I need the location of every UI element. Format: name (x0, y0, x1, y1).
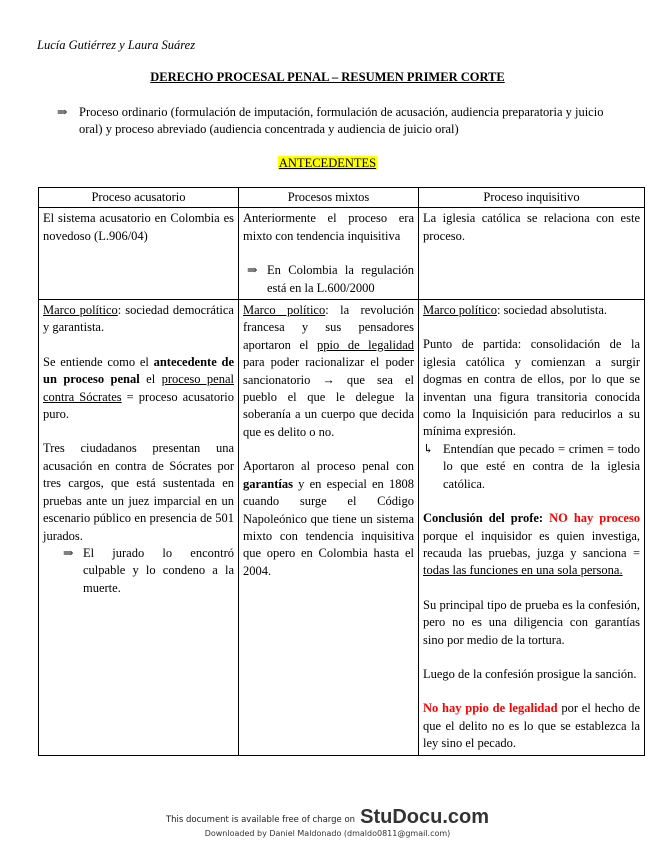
cell-inquisitivo-2 (419, 300, 645, 756)
header-mixtos: Procesos mixtos (239, 188, 419, 208)
mixto-sub-bullet (243, 262, 414, 297)
inquisitivo-legalidad: No hay ppio de legalidad por el hecho de que el delito no es lo que se establezca la ley sino el pecado. (423, 701, 640, 751)
inquisitivo-confesion: Su principal tipo de prueba es la confesión, pero no es una diligencia con garantías sino por medio de la tortura. (423, 597, 640, 647)
inquisitivo-marco: Marco político: sociedad absolutista. (423, 303, 607, 318)
double-arrow-icon: ⇒ (57, 105, 68, 119)
mixto-aporte: Aportaron al proceso penal con garantías y en especial en 1808 cuando surge el Código Napoleónico que tiene un sistema mixto con tendencia inquisitiva que opero en Colombia hasta el 2004. (243, 459, 414, 578)
inquisitivo-sancion: Luego de la confesión prosigue la sanción. (423, 666, 637, 681)
double-arrow-icon: ⇒ (63, 545, 74, 560)
intro-text: Proceso ordinario (formulación de imputación, formulación de acusación, audiencia preparatoria y juicio oral) y proceso abreviado (audiencia concentrada y audiencia de juicio oral) (79, 105, 604, 136)
section-heading-wrap (0, 154, 655, 172)
acusatorio-marco: Marco político: sociedad democrática y garantista. (43, 303, 234, 335)
return-arrow-icon: ↳ (423, 441, 434, 456)
section-heading: ANTECEDENTES (278, 156, 377, 170)
footer-available-text: This document is available free of charge on (165, 815, 356, 825)
footer-availability (0, 806, 655, 829)
header-inquisitivo: Proceso inquisitivo (419, 188, 645, 208)
cell-inquisitivo-1: La iglesia católica se relaciona con este proceso. (419, 208, 645, 300)
cell-acusatorio-2 (39, 300, 239, 756)
mixto-intro: Anteriormente el proceso era mixto con tendencia inquisitiva (243, 211, 414, 243)
table-header-row (39, 188, 645, 208)
cell-mixto-1 (239, 208, 419, 300)
double-arrow-icon: ⇒ (247, 263, 258, 278)
acusatorio-antecedente: Se entiende como el antecedente de un proceso penal el proceso penal contra Sócrates = proceso acusatorio puro. (43, 354, 235, 422)
antecedentes-table (38, 187, 645, 756)
inquisitivo-sub-text: Entendían que pecado = crimen = todo lo que esté en contra de la iglesia católica. (443, 441, 640, 491)
table-row (39, 300, 645, 756)
authors-header: Lucía Gutiérrez y Laura Suárez (37, 38, 196, 52)
mixto-marco: Marco político: la revolución francesa y sus pensadores aportaron el ppio de legalidad para poder racionalizar el poder sancionatorio → que sea el pueblo el que le delegue la soberanía a un cuerpo que decida que es delito o no. (243, 303, 414, 439)
page-title: DERECHO PROCESAL PENAL – RESUMEN PRIMER CORTE (150, 70, 505, 84)
intro-bullet (57, 104, 622, 138)
table-row (39, 208, 645, 300)
mixto-sub-text: En Colombia la regulación está en la L.600/2000 (267, 263, 414, 295)
studocu-logo[interactable]: StuDocu.com (360, 806, 490, 828)
acusatorio-sub-text: El jurado lo encontró culpable y lo condeno a la muerte. (83, 545, 234, 595)
header-acusatorio: Proceso acusatorio (39, 188, 239, 208)
acusatorio-socrates: Tres ciudadanos presentan una acusación en contra de Sócrates por tres cargos, que está sustentada en pruebas ante un juez imparcial en un escenario público en presencia de 501 jurados. (43, 441, 234, 543)
cell-acusatorio-1: El sistema acusatorio en Colombia es novedoso (L.906/04) (39, 208, 239, 300)
inquisitivo-sub-bullet (423, 441, 640, 493)
acusatorio-sub-bullet (43, 545, 234, 597)
cell-mixto-2 (239, 300, 419, 756)
inquisitivo-punto-partida: Punto de partida: consolidación de la iglesia católica y comienzan a surgir dogmas en contra de ellos, por lo que se inventan una figura transitoria conocida como la Inquisición para reducirlos a su mínima expresión. (423, 337, 640, 439)
footer-downloaded: Downloaded by Daniel Maldonado (dmaldo0811@gmail.com) (204, 829, 451, 838)
inquisitivo-conclusion: Conclusión del profe: NO hay proceso porque el inquisidor es quien investiga, recauda las pruebas, juzga y sanciona = todas las funciones en una sola persona. (423, 511, 641, 578)
